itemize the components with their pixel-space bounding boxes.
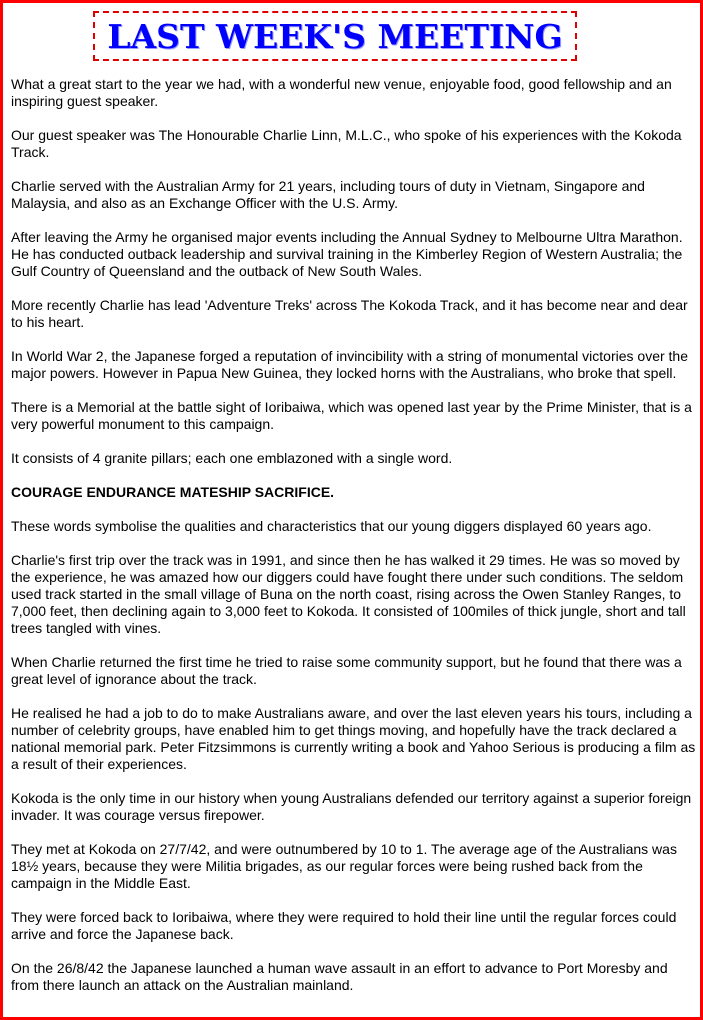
title-box <box>93 11 577 61</box>
paragraph: He realised he had a job to do to make Australians aware, and over the last eleven years his tours, including a number of celebrity groups, have enabled him to get things moving, and hopefully have the track declared a national memorial park. Peter Fitzsimmons is currently writing a book and Yahoo Serious is producing a film as a result of their experiences. <box>11 705 696 772</box>
memorial-words: COURAGE ENDURANCE MATESHIP SACRIFICE. <box>11 484 335 500</box>
paragraph: These words symbolise the qualities and characteristics that our young diggers displayed 60 years ago. <box>11 518 652 534</box>
article-body <box>11 76 699 1011</box>
paragraph: Charlie served with the Australian Army for 21 years, including tours of duty in Vietnam, Singapore and Malaysia, and also as an Exchange Officer with the U.S. Army. <box>11 178 645 211</box>
paragraph: Charlie's first trip over the track was in 1991, and since then he has walked it 29 times. He was so moved by the experience, he was amazed how our diggers could have fought there under such conditions. The seldom used track started in the small village of Buna on the north coast, rising across the Owen Stanley Ranges, to 7,000 feet, then declining again to 3,000 feet to Kokoda. It consisted of 100miles of thick jungle, short and tall trees tangled with vines. <box>11 552 686 636</box>
paragraph: What a great start to the year we had, with a wonderful new venue, enjoyable food, good fellowship and an inspiring guest speaker. <box>11 76 672 109</box>
paragraph: Kokoda is the only time in our history when young Australians defended our territory against a superior foreign invader. It was courage versus firepower. <box>11 790 692 823</box>
paragraph: It consists of 4 granite pillars; each one emblazoned with a single word. <box>11 450 453 466</box>
page-title: LAST WEEK'S MEETING <box>107 16 563 56</box>
paragraph: More recently Charlie has lead 'Adventure Treks' across The Kokoda Track, and it has become near and dear to his heart. <box>11 297 688 330</box>
paragraph: They were forced back to Ioribaiwa, where they were required to hold their line until the regular forces could arrive and force the Japanese back. <box>11 909 677 942</box>
paragraph: In World War 2, the Japanese forged a reputation of invincibility with a string of monumental victories over the major powers. However in Papua New Guinea, they locked horns with the Australians, who broke that spell. <box>11 348 689 381</box>
paragraph: Our guest speaker was The Honourable Charlie Linn, M.L.C., who spoke of his experiences with the Kokoda Track. <box>11 127 682 160</box>
paragraph: After leaving the Army he organised major events including the Annual Sydney to Melbourne Ultra Marathon. He has conducted outback leadership and survival training in the Kimberley Region of Western Australia; the Gulf Country of Queensland and the outback of New South Wales. <box>11 229 683 279</box>
paragraph: On the 26/8/42 the Japanese launched a human wave assault in an effort to advance to Port Moresby and from there launch an attack on the Australian mainland. <box>11 960 668 993</box>
paragraph: When Charlie returned the first time he tried to raise some community support, but he found that there was a great level of ignorance about the track. <box>11 654 682 687</box>
paragraph: They met at Kokoda on 27/7/42, and were outnumbered by 10 to 1. The average age of the Australians was 18½ years, because they were Militia brigades, as our regular forces were being rushed back from the campaign in the Middle East. <box>11 841 677 891</box>
paragraph: There is a Memorial at the battle sight of Ioribaiwa, which was opened last year by the Prime Minister, that is a very powerful monument to this campaign. <box>11 399 692 432</box>
